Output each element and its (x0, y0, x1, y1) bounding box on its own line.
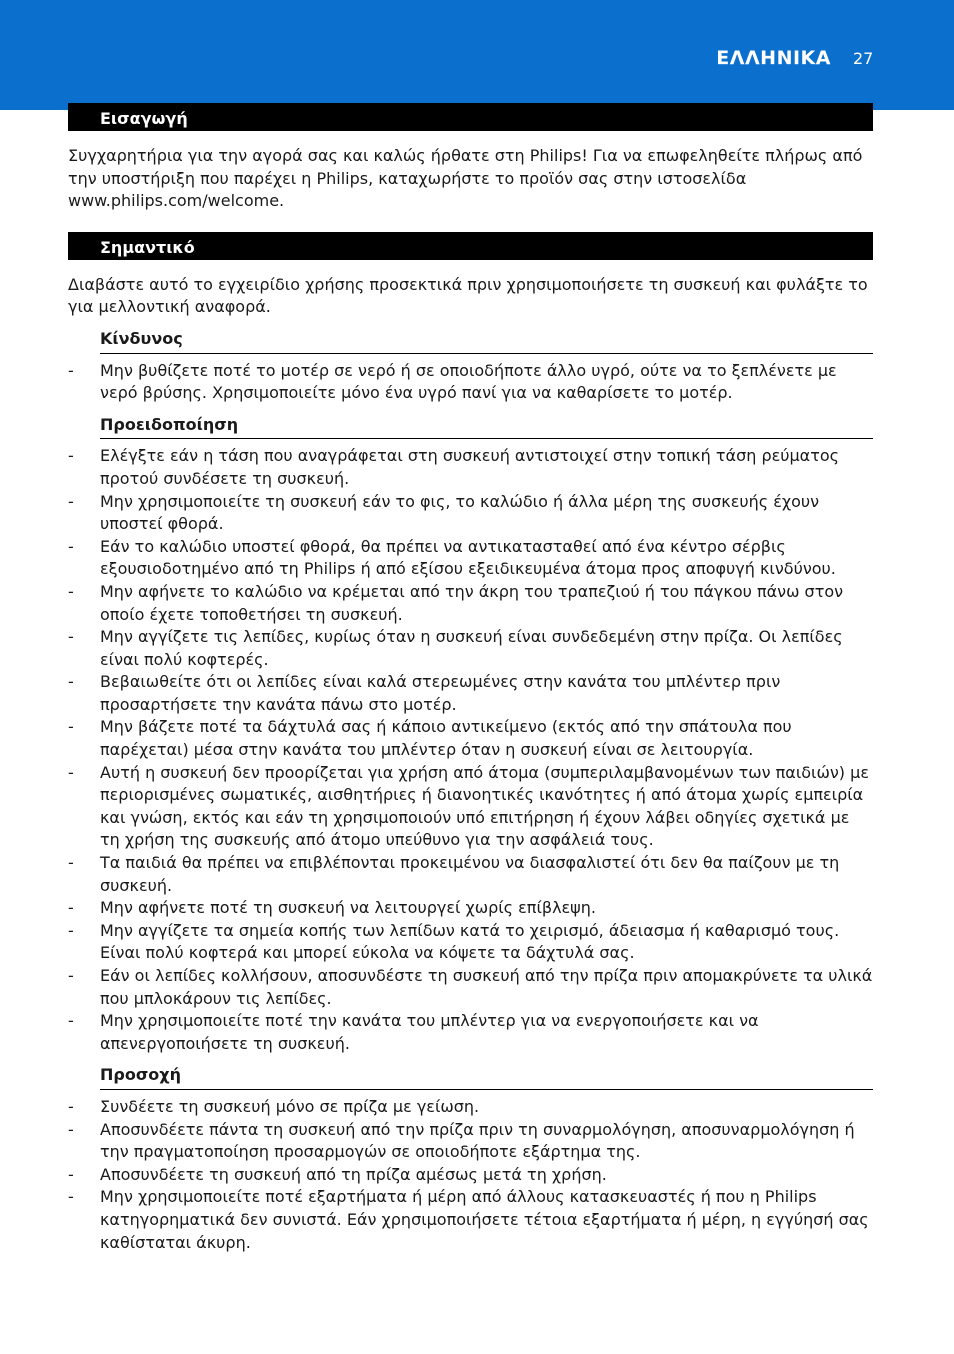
manual-content (68, 103, 873, 1254)
list-item (68, 536, 873, 581)
bullet-dash: - (68, 898, 74, 918)
list-item (68, 1096, 873, 1119)
page-number: 27 (853, 49, 874, 68)
list-item-text: Αποσυνδέετε τη συσκευή από τη πρίζα αμέσως μετά τη χρήση. (100, 1164, 607, 1184)
list-item-text: Τα παιδιά θα πρέπει να επιβλέπονται προκειμένου να διασφαλιστεί ότι δεν θα παίζουν με τη συσκευή. (100, 853, 840, 895)
list-item (68, 360, 873, 405)
language-label: ΕΛΛΗΝΙΚΑ (716, 47, 831, 69)
list-item (68, 762, 873, 852)
list-item (68, 1164, 873, 1187)
list-item-text: Μην αφήνετε ποτέ τη συσκευή να λειτουργεί χωρίς επίβλεψη. (100, 898, 596, 918)
list-item (68, 491, 873, 536)
subheading-caution: Προσοχή (100, 1064, 873, 1090)
list-item-text: Μην αφήνετε το καλώδιο να κρέμεται από την άκρη του τραπεζιού ή του πάγκου πάνω στον οποίο έχετε τοποθετήσει τη συσκευή. (100, 581, 844, 624)
list-item-text: Βεβαιωθείτε ότι οι λεπίδες είναι καλά στερεωμένες στην κανάτα του μπλέντερ πριν προσαρτήσετε την κανάτα πάνω στο μοτέρ. (100, 672, 781, 714)
bullet-dash: - (68, 491, 74, 511)
bullet-dash: - (68, 1011, 74, 1031)
list-item-text: Συνδέετε τη συσκευή μόνο σε πρίζα με γείωση. (100, 1096, 480, 1116)
bullet-dash: - (68, 966, 74, 985)
danger-list (68, 360, 873, 405)
list-item (68, 1186, 873, 1254)
bullet-dash: - (68, 627, 74, 647)
bullet-dash: - (68, 672, 74, 692)
warning-list (68, 445, 873, 1055)
list-item-text: Μην αγγίζετε τις λεπίδες, κυρίως όταν η συσκευή είναι συνδεδεμένη στην πρίζα. Οι λεπίδες είναι πολύ κοφτερές. (100, 627, 843, 669)
list-item-text: Εάν το καλώδιο υποστεί φθορά, θα πρέπει να αντικατασταθεί από ένα κέντρο σέρβις εξουσιοδοτημένο από τη Philips ή από εξίσου εξειδικευμένα άτομα προς αποφυγή κινδύνου. (100, 536, 836, 579)
bullet-dash: - (68, 1119, 74, 1139)
list-item (68, 965, 873, 1010)
bullet-dash: - (68, 446, 74, 466)
list-item (68, 626, 873, 671)
bullet-dash: - (68, 717, 74, 737)
header-bar (0, 0, 954, 110)
list-item-text: Αυτή η συσκευή δεν προορίζεται για χρήση από άτομα (συμπεριλαμβανομένων των παιδιών) με περιορισμένες σωματικές, αισθητήριες ή διανοητικές ικανότητες ή από άτομα χωρίς εμπειρία και γνώση, εκτός και εάν τη χρησιμοποιούν υπό επιτήρηση ή έχουν λάβει οδηγίες σχετικά με τη χρήση της συσκευής από άτομο υπεύθυνο για την ασφάλειά τους. (100, 762, 869, 850)
intro-paragraph: Συγχαρητήρια για την αγορά σας και καλώς ήρθατε στη Philips! Για να επωφεληθείτε πλήρως από την υποστήριξη που παρέχει η Philips, καταχωρήστε το προϊόν σας στην ιστοσελίδα www.philips.com/welcome. (68, 146, 863, 211)
section-heading-intro: Εισαγωγή (68, 103, 873, 131)
list-item-text: Ελέγξτε εάν η τάση που αναγράφεται στη συσκευή αντιστοιχεί στην τοπική τάση ρεύματος προτού συνδέσετε τη συσκευή. (100, 446, 840, 488)
important-paragraph: Διαβάστε αυτό το εγχειρίδιο χρήσης προσεκτικά πριν χρησιμοποιήσετε τη συσκευή και φυλάξτε το για μελλοντική αναφορά. (68, 274, 868, 317)
list-item-text: Μην βυθίζετε ποτέ το μοτέρ σε νερό ή σε οποιοδήποτε άλλο υγρό, ούτε να το ξεπλένετε με νερό βρύσης. Χρησιμοποιείτε μόνο ένα υγρό πανί για να καθαρίσετε το μοτέρ. (100, 360, 837, 403)
list-item-text: Εάν οι λεπίδες κολλήσουν, αποσυνδέστε τη συσκευή από την πρίζα πριν απομακρύνετε τα υλικά που μπλοκάρουν τις λεπίδες. (100, 966, 873, 1008)
bullet-dash: - (68, 360, 74, 380)
bullet-dash: - (68, 1187, 74, 1207)
bullet-dash: - (68, 1164, 74, 1184)
list-item (68, 445, 873, 490)
list-item (68, 581, 873, 626)
list-item (68, 1119, 873, 1164)
list-item-text: Μην αγγίζετε τα σημεία κοπής των λεπίδων κατά το χειρισμό, άδειασμα ή καθαρισμό τους. Είναι πολύ κοφτερά και μπορεί εύκολα να κόψετε τα δάχτυλά σας. (100, 920, 840, 963)
bullet-dash: - (68, 853, 74, 873)
bullet-dash: - (68, 536, 74, 556)
subheading-warning: Προειδοποίηση (100, 414, 873, 440)
bullet-dash: - (68, 920, 74, 940)
list-item (68, 716, 873, 761)
list-item-text: Μην χρησιμοποιείτε ποτέ εξαρτήματα ή μέρη από άλλους κατασκευαστές ή που η Philips κατηγορηματικά δεν συνιστά. Εάν χρησιμοποιήσετε τέτοια εξαρτήματα ή μέρη, η εγγύησή σας καθίσταται άκυρη. (100, 1187, 869, 1252)
bullet-dash: - (68, 762, 74, 782)
list-item-text: Μην βάζετε ποτέ τα δάχτυλά σας ή κάποιο αντικείμενο (εκτός από την σπάτουλα που παρέχεται) μέσα στην κανάτα του μπλέντερ όταν η συσκευή είναι σε λειτουργία. (100, 717, 792, 760)
bullet-dash: - (68, 1096, 74, 1116)
list-item (68, 852, 873, 897)
list-item-text: Μην χρησιμοποιείτε τη συσκευή εάν το φις, το καλώδιο ή άλλα μέρη της συσκευής έχουν υποστεί φθορά. (100, 491, 820, 534)
list-item (68, 671, 873, 716)
list-item (68, 1010, 873, 1055)
subheading-danger: Κίνδυνος (100, 328, 873, 354)
list-item (68, 897, 873, 920)
list-item-text: Αποσυνδέετε πάντα τη συσκευή από την πρίζα πριν τη συναρμολόγηση, αποσυναρμολόγηση ή την πραγματοποίηση προσαρμογών σε οποιοδήποτε εξάρτημα της. (100, 1119, 855, 1162)
caution-list (68, 1096, 873, 1254)
list-item (68, 920, 873, 965)
bullet-dash: - (68, 581, 74, 601)
section-heading-important: Σημαντικό (68, 232, 873, 260)
list-item-text: Μην χρησιμοποιείτε ποτέ την κανάτα του μπλέντερ για να ενεργοποιήσετε και να απενεργοποιήσετε τη συσκευή. (100, 1011, 759, 1053)
